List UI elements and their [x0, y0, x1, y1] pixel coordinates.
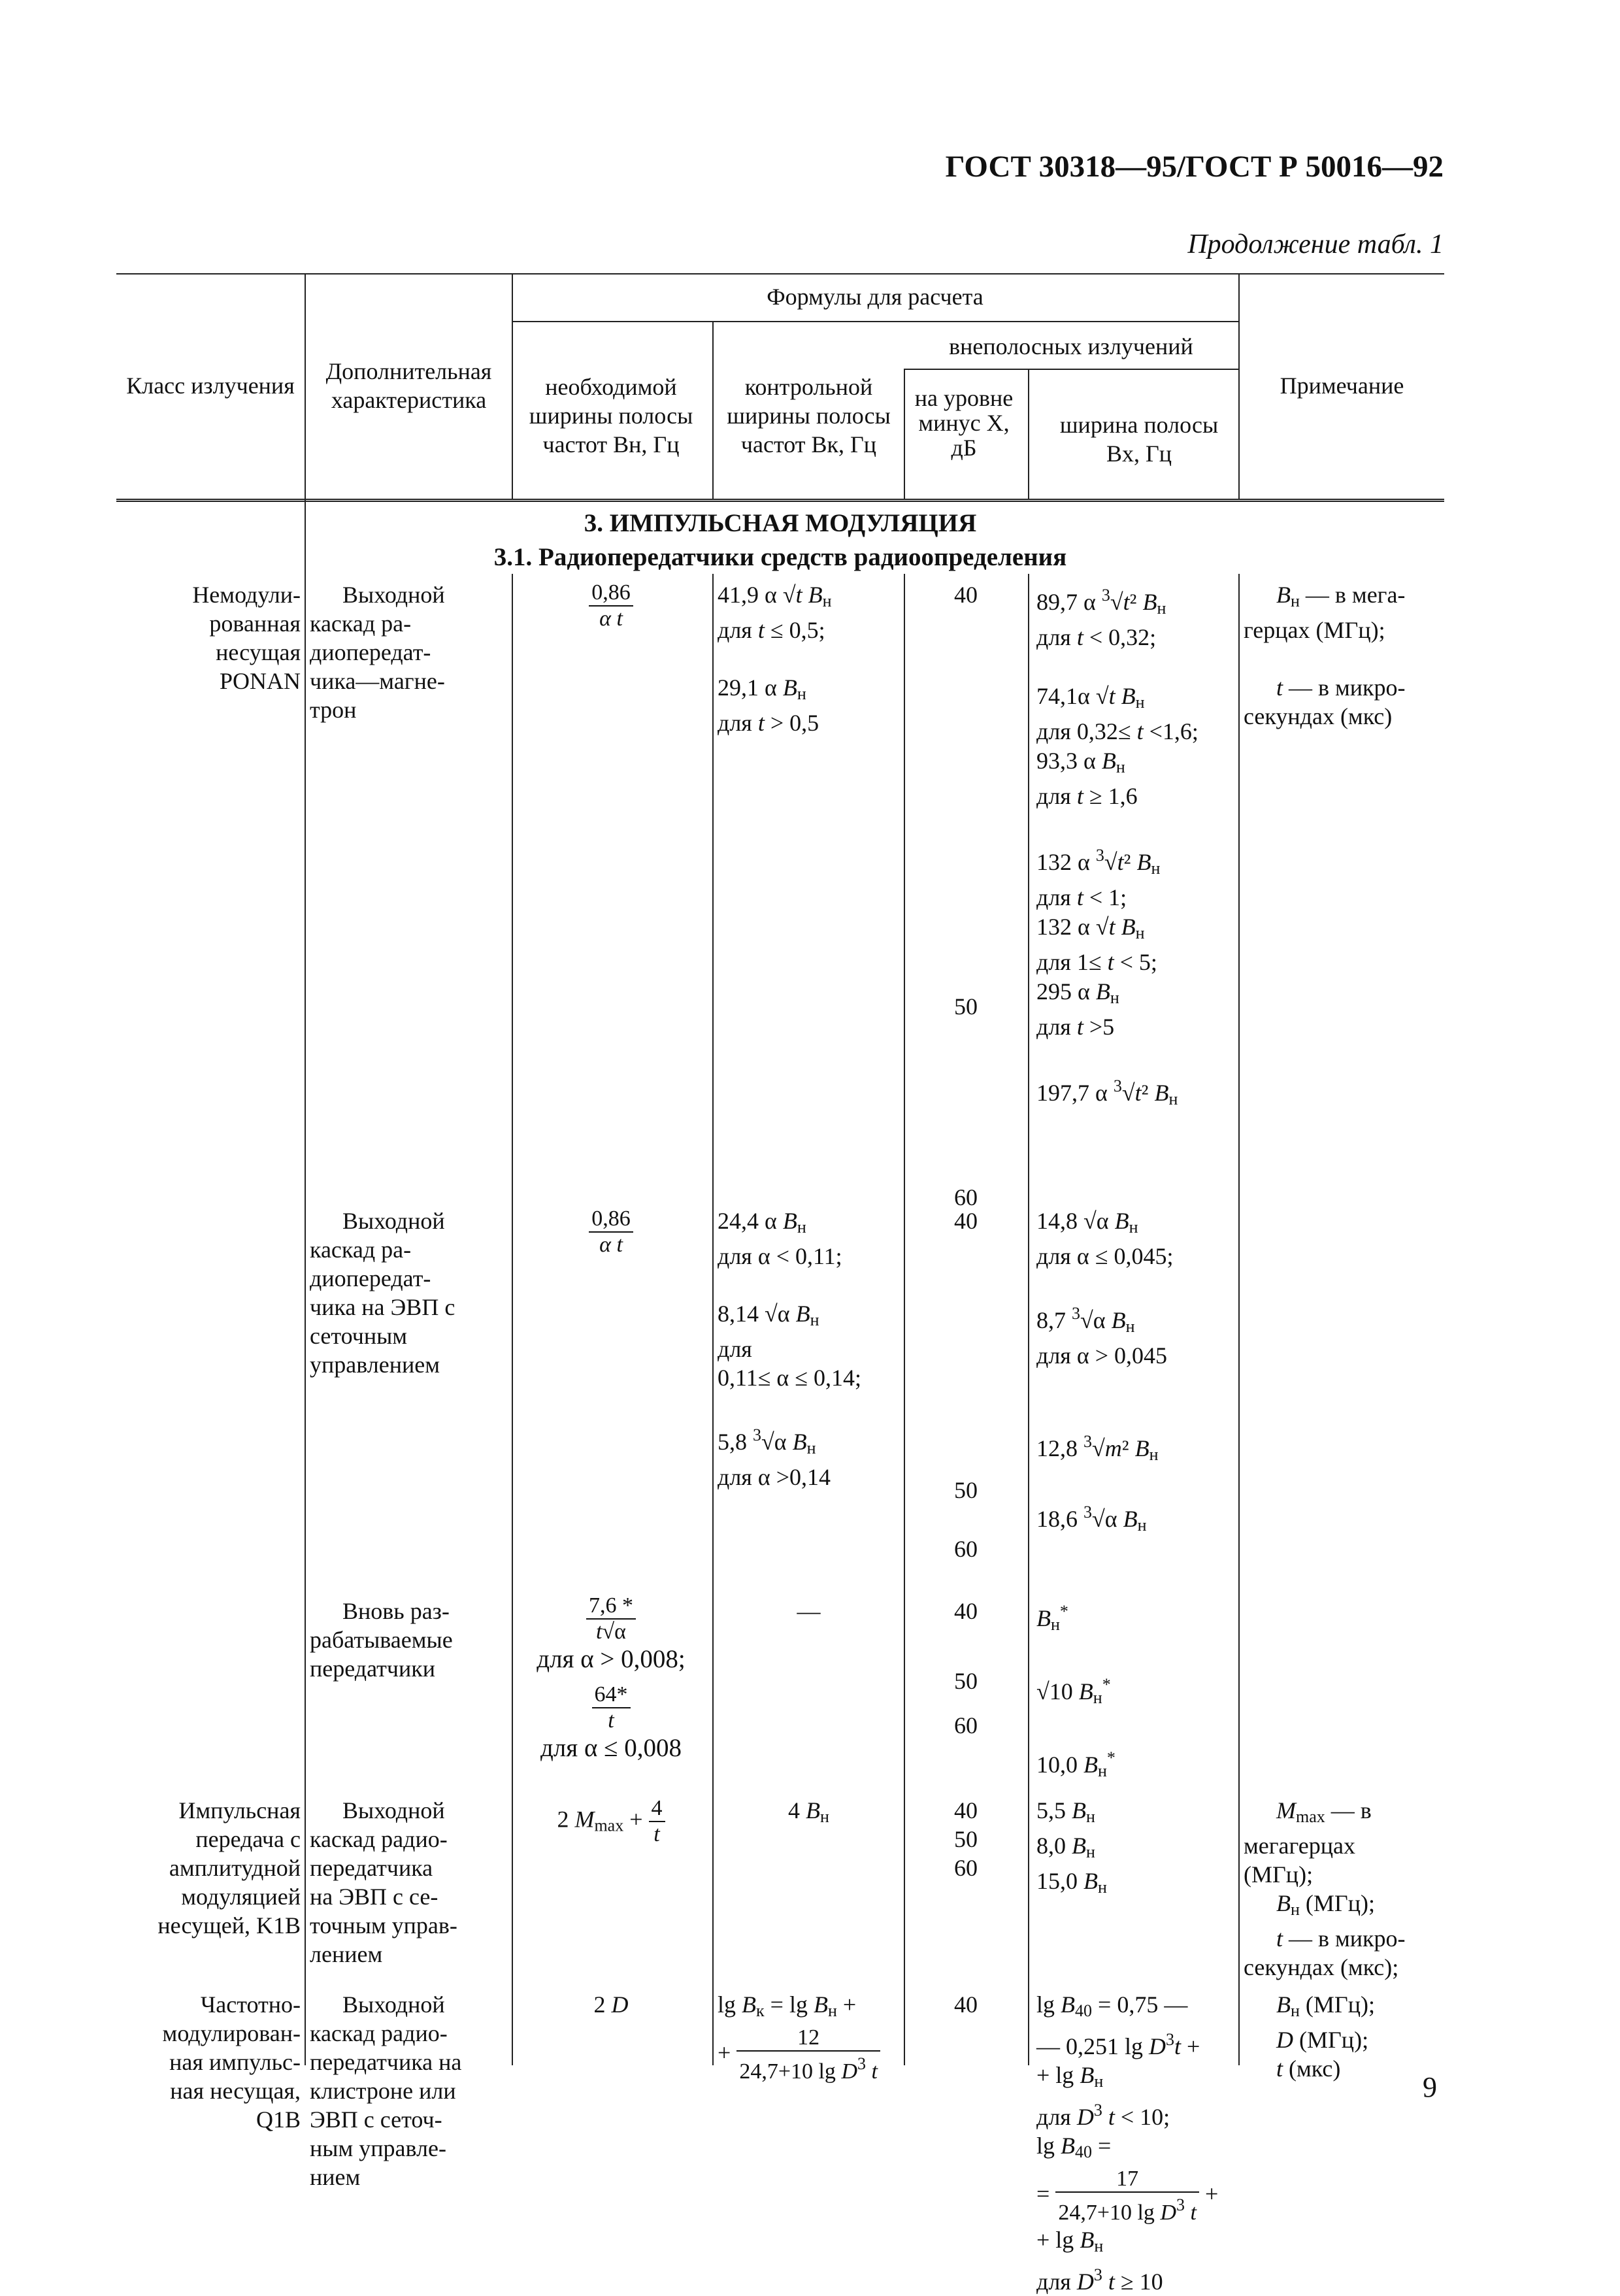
table-top-rule [116, 273, 1444, 275]
formulas-rule [512, 321, 1238, 322]
row3-widths: $B_н^*$ √10 $B_н^*$ 10,0 $B_н^*$ [1036, 1602, 1116, 1780]
row4-levels: 40 50 60 [954, 1797, 978, 1881]
header-level: на уровне минус X, дБ [914, 385, 1014, 461]
header-width: ширина полосы Bх, Гц [1059, 412, 1219, 467]
row1-widths: 89,7 α $^3$√t² $B_н$ для t < 0,32; 74,1α √t $B_н$ для 0,32≤ t <1,6; 93,3 α $B_н$ для t ≥ 1,6 132 α $^3$√t² $B_н$ для t < 1; 132 α √t $B_н$ для 1≤ t < 5; 295 α $B_н$ для t >5 197,7 α $^3$√t² $B_н$ [1036, 586, 1198, 1108]
table-continuation-label: Продолжение табл. 1 [1187, 229, 1444, 259]
row5-notes: $B_н$ (МГц); D (МГц); t (мкс) [1276, 1991, 1375, 2082]
row1-level-60: 60 [954, 1184, 978, 1210]
header-necessary: необходимой ширины полосы частот Bн, Гц [529, 374, 693, 458]
row4-notes: $M_{max}$ — в мегагерцах (МГц); $B_н$ (МГц); t — в микро- секундах (мкс); [1244, 1797, 1406, 1980]
header-outband: внеполосных излучений [949, 333, 1193, 359]
page-number: 9 [1423, 2071, 1437, 2103]
row1-control: 41,9 α √t $B_н$ для t ≤ 0,5; 29,1 α $B_н$ для t > 0,5 [718, 582, 832, 736]
header-note: Примечание [1280, 373, 1404, 399]
row2-necessary: $\frac{0,86}{\text{α t}}$ [513, 1206, 709, 1257]
header-formulas: Формулы для расчета [767, 284, 984, 310]
document-code: ГОСТ 30318—95/ГОСТ Р 50016—92 [945, 150, 1444, 184]
body-col-3 [712, 574, 714, 2065]
header-class: Класс излучения [126, 373, 295, 399]
row4-extra: Выходной каскад радио- передатчика на ЭВП с се- точным управ- лением [310, 1797, 457, 1967]
row5-widths: $\lg B_{40} = 0,75$ — — 0,251 $\lg D^3t$ + + $\lg B_н$ для $D^3$ t < 10; $\lg B_{40}$ = = $\frac{17}{24,7+10 \lg D^3 t}$ + + $\lg B_н$ для $D^3$ t ≥ 10 [1036, 1991, 1219, 2295]
header-control: контрольной ширины полосы частот Bк, Гц [727, 374, 891, 458]
row1-level-50: 50 [954, 993, 978, 1020]
row2-control: 24,4 α $B_н$ для α < 0,11; 8,14 √α $B_н$ для 0,11≤ α ≤ 0,14; 5,8 $^3$√α $B_н$ для α >0,14 [718, 1208, 862, 1490]
row1-extra: Выходной каскад ра- диопередат- чика—магне- трон [310, 582, 445, 723]
row1-necessary: $\frac{0,86}{\text{α t}}$ [513, 580, 709, 631]
section-heading: 3. ИМПУЛЬСНАЯ МОДУЛЯЦИЯ [584, 509, 977, 537]
row3-necessary: $\frac{7,6 *}{t√\alpha}$ для α > 0,008; $\frac{64*}{t}$ для α ≤ 0,008 [537, 1593, 686, 1762]
row2-level-60: 60 [954, 1536, 978, 1562]
row5-class: Частотно- модулирован- ная импульс- ная несущая, Q1B [162, 1991, 301, 2133]
header-extra: Дополнительная характеристика [325, 358, 492, 413]
row2-widths: 14,8 √α $B_н$ для α ≤ 0,045; 8,7 $^3$√α $B_н$ для α > 0,045 12,8 $^3$√m² $B_н$ 18,6 $^3$√α $B_н$ [1036, 1208, 1174, 1535]
row1-class: Немодули- рованная несущая PONAN [192, 582, 301, 694]
row3-control: — [797, 1598, 821, 1624]
row1-level-40: 40 [954, 582, 978, 608]
row5-level-40: 40 [954, 1991, 978, 2018]
row2-extra: Выходной каскад ра- диопередат- чика на ЭВП с сеточным управлением [310, 1208, 455, 1378]
body-col-1 [305, 574, 306, 2065]
row4-widths: 5,5 $B_н$ 8,0 $B_н$ 15,0 $B_н$ [1036, 1797, 1107, 1897]
emission-table [116, 273, 1444, 2295]
row3-level-50: 50 [954, 1668, 978, 1694]
row4-class: Импульсная передача с амплитудной модуляцией несущей, K1B [157, 1797, 301, 1938]
row3-level-60: 60 [954, 1712, 978, 1739]
outband-rule [904, 369, 1238, 370]
subsection-heading: 3.1. Радиопередатчики средств радиоопределения [493, 543, 1067, 571]
row2-level-40: 40 [954, 1208, 978, 1234]
header-bottom-rule [116, 499, 1444, 502]
row5-control: $\lg B_к = \lg B_н$ + + $\frac{12}{24,7+10 \lg D^3 t}$ [718, 1990, 904, 2084]
row2-level-50: 50 [954, 1477, 978, 1503]
row1-notes: $B_н$ — в мега- герцах (МГц); t — в микро- секундах (мкс) [1244, 582, 1406, 729]
row3-extra: Вновь раз- рабатываемые передатчики [310, 1598, 453, 1682]
row3-level-40: 40 [954, 1598, 978, 1624]
row4-necessary: 2 $M_{max}$ + $\frac{4}{t}$ [513, 1796, 709, 1847]
row5-necessary: 2 D [593, 1991, 629, 2018]
body-level-width-divider [1028, 574, 1029, 2065]
row4-control: 4 $B_н$ [788, 1797, 829, 1826]
level-width-divider [1028, 369, 1029, 499]
row5-extra: Выходной каскад радио- передатчика на клистроне или ЭВП с сеточ- ным управле- нием [310, 1991, 462, 2190]
